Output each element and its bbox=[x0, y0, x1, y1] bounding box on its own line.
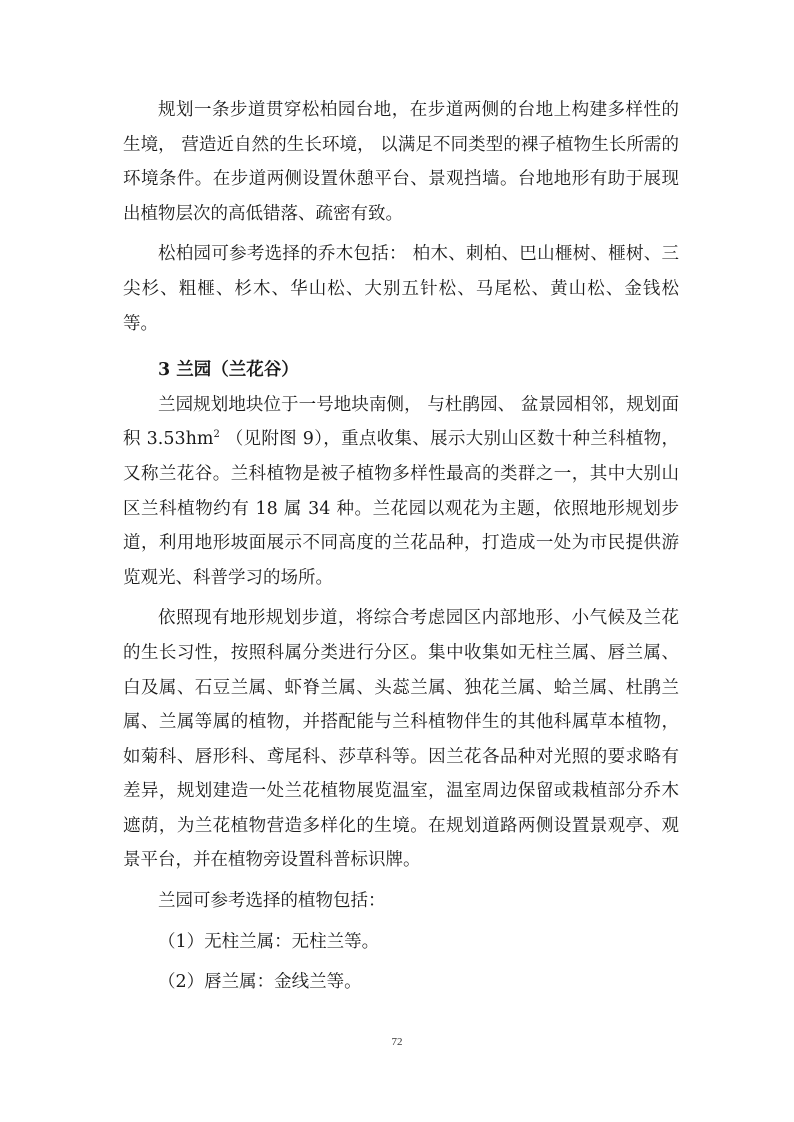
paragraph-pine-species: 松柏园可参考选择的乔木包括： 柏木、刺柏、巴山榧树、榧树、三尖杉、粗榧、杉木、华山松、大别五针松、马尾松、黄山松、金钱松等。 bbox=[123, 244, 679, 334]
orchid-overview-text-a: 兰园规划地块位于一号地块南侧， 与杜鹃园、 盆景园相邻，规划面积 3.53hm bbox=[123, 394, 679, 450]
paragraph-orchid-overview bbox=[123, 388, 679, 596]
paragraph-pine-layout: 规划一条步道贯穿松柏园台地，在步道两侧的台地上构建多样性的生境， 营造近自然的生长环境， 以满足不同类型的裸子植物生长所需的环境条件。在步道两侧设置休憩平台、景观挡墙。台地地形有助于展现出植物层次的高低错落、疏密有致。 bbox=[123, 100, 679, 224]
page-body bbox=[123, 93, 679, 1000]
list-item: （2）唇兰属：金线兰等。 bbox=[158, 972, 362, 993]
orchid-overview-text-b: （见附图 9），重点收集、展示大别山区数十种兰科植物，又称兰花谷。兰科植物是被子植物多样性最高的类群之一，其中大别山区兰科植物约有 18 属 34 种。兰花园以观花为主题，依照地形规划步道，利用地形坡面展示不同高度的兰花品种，打造成一处为市民提供游览观光、科普学习的场所。 bbox=[123, 429, 679, 588]
paragraph-orchid-zoning: 依照现有地形规划步道，将综合考虑园区内部地形、小气候及兰花的生长习性，按照科属分类进行分区。集中收集如无柱兰属、唇兰属、 白及属、石豆兰属、虾脊兰属、头蕊兰属、独花兰属、蛤兰属、杜鹃兰属、兰属等属的植物，并搭配能与兰科植物伴生的其他科属草本植物， 如菊科、唇形科、鸢尾科、莎草科等。因兰花各品种对光照的要求略有差异，规划建造一处兰花植物展览温室，温室周边保留或栽植部分乔木遮荫，为兰花植物营造多样化的生境。在规划道路两侧设置景观亭、观景平台，并在植物旁设置科普标识牌。 bbox=[123, 608, 679, 871]
paragraph-orchid-plant-intro: 兰园可参考选择的植物包括： bbox=[158, 891, 386, 912]
area-unit-superscript: 2 bbox=[213, 429, 220, 441]
page-number: 72 bbox=[391, 1036, 403, 1048]
section-heading-orchid-garden: 3 兰园（兰花谷） bbox=[158, 360, 299, 381]
list-item: （1）无柱兰属：无柱兰等。 bbox=[158, 931, 380, 952]
